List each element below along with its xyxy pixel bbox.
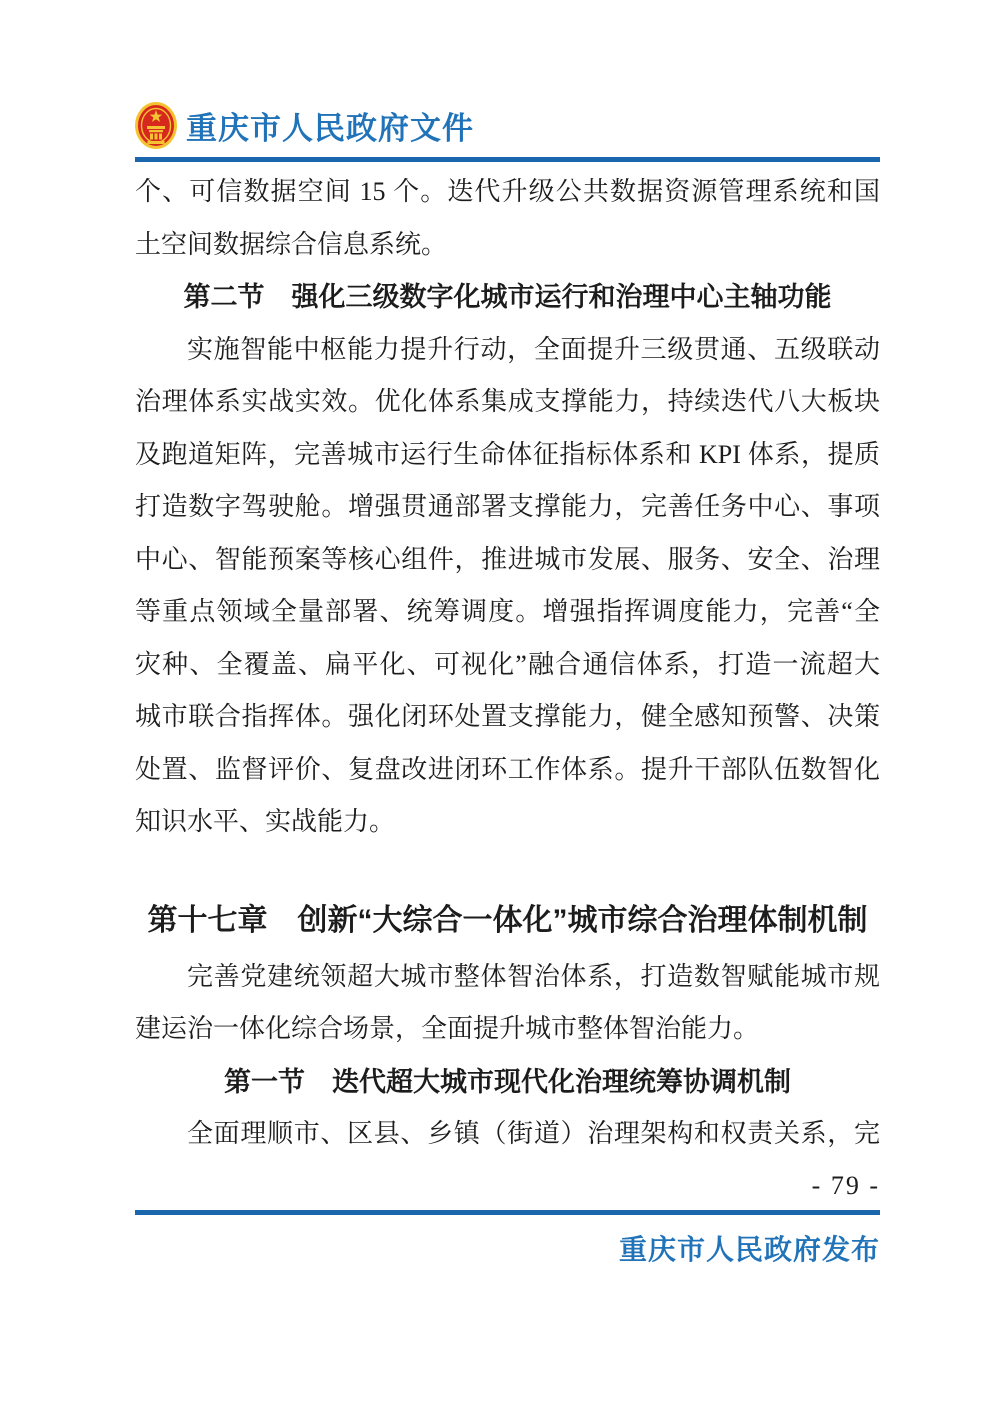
- body-line: 知识水平、实战能力。: [135, 807, 396, 836]
- body-line: 打造数字驾驶舱。增强贯通部署支撑能力，完善任务中心、事项: [135, 492, 880, 521]
- body-line: 中心、智能预案等核心组件，推进城市发展、服务、安全、治理: [135, 544, 880, 574]
- section-heading: 第一节 迭代超大城市现代化治理统筹协调机制: [224, 1066, 791, 1097]
- body-line: 及跑道矩阵，完善城市运行生命体征指标体系和 KPI 体系，提质: [135, 439, 880, 469]
- body-line: 完善党建统领超大城市整体智治体系，打造数智赋能城市规: [187, 961, 880, 991]
- document-header-title: 重庆市人民政府文件: [186, 111, 474, 146]
- document-footer-publisher: 重庆市人民政府发布: [618, 1234, 880, 1265]
- body-line: 个、可信数据空间 15 个。迭代升级公共数据资源管理系统和国: [135, 177, 880, 206]
- body-line: 建运治一体化综合场景，全面提升城市整体智治能力。: [135, 1014, 760, 1043]
- body-line: 实施智能中枢能力提升行动，全面提升三级贯通、五级联动: [187, 334, 880, 364]
- body-line: 土空间数据综合信息系统。: [135, 229, 448, 259]
- footer-divider-rule: [135, 1210, 880, 1215]
- chapter-heading: 第十七章 创新“大综合一体化”城市综合治理体制机制: [147, 903, 868, 937]
- body-line: 城市联合指挥体。强化闭环处置支撑能力，健全感知预警、决策: [135, 702, 880, 731]
- body-line: 处置、监督评价、复盘改进闭环工作体系。提升干部队伍数智化: [135, 754, 880, 784]
- national-emblem-icon: [135, 102, 177, 149]
- body-line: 等重点领域全量部署、统筹调度。增强指挥调度能力，完善“全: [135, 597, 880, 626]
- body-line: 治理体系实战实效。优化体系集成支撑能力，持续迭代八大板块: [135, 387, 880, 416]
- body-line: 灾种、全覆盖、扁平化、可视化”融合通信体系，打造一流超大: [135, 649, 880, 679]
- header-divider-rule: [135, 157, 880, 162]
- document-header: [135, 102, 880, 149]
- page-number: - 79 -: [811, 1170, 880, 1200]
- document-body: [135, 166, 880, 1203]
- section-heading: 第二节 强化三级数字化城市运行和治理中心主轴功能: [183, 282, 832, 312]
- body-line: 全面理顺市、区县、乡镇（街道）治理架构和权责关系，完: [187, 1119, 880, 1148]
